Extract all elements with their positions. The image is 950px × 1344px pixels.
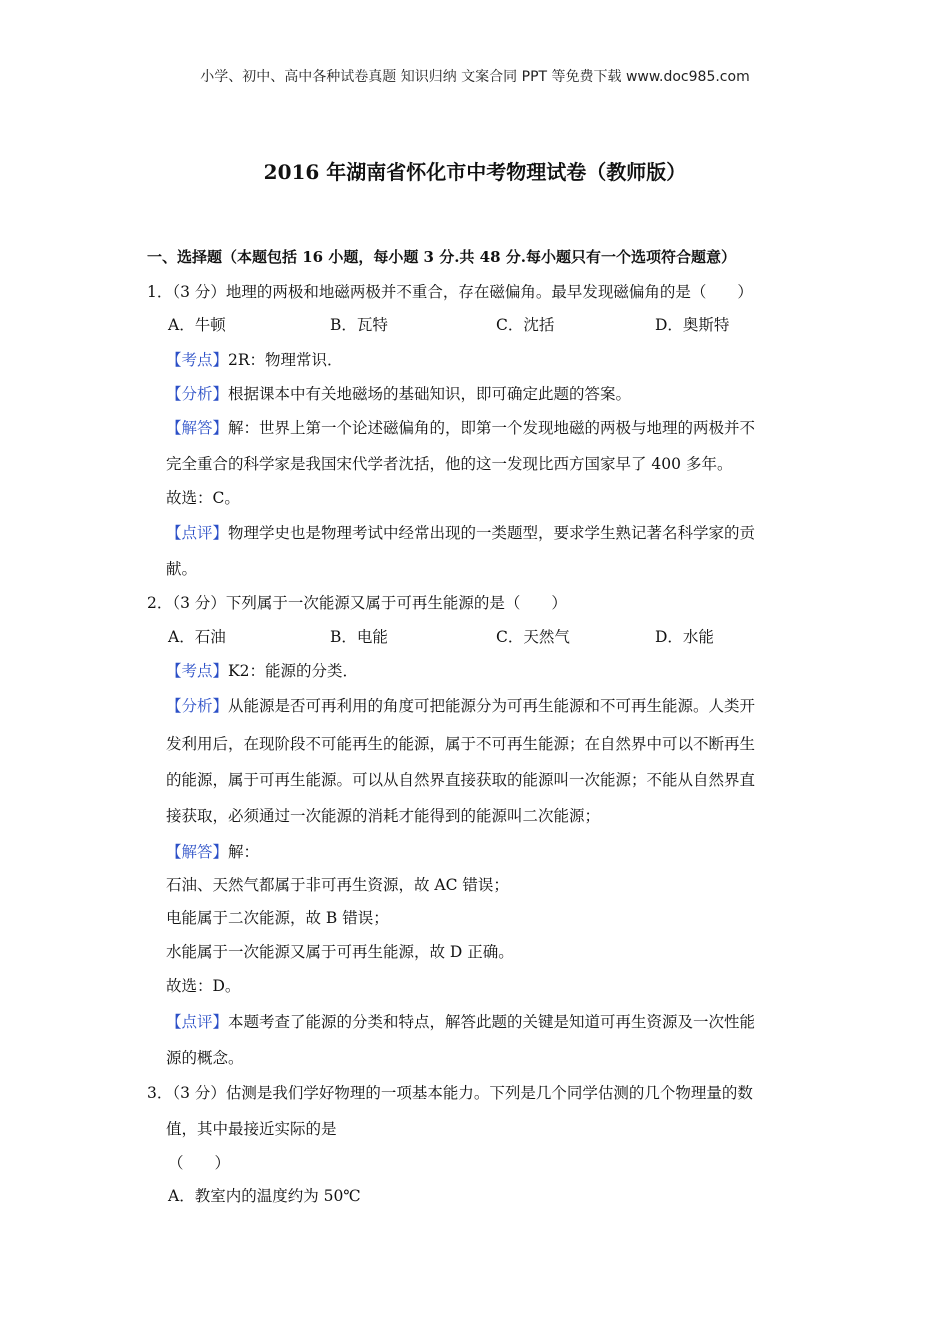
q2-jieda-text: 解：: [228, 843, 260, 861]
q1-dianping-text-1: 物理学史也是物理考试中经常出现的一类题型，要求学生熟记著名科学家的贡: [228, 524, 756, 542]
kaodian-tag: 【考点】: [166, 351, 229, 369]
q1-jieda-text-2: 完全重合的科学家是我国宋代学者沈括，他的这一发现比西方国家早了 400 多年。: [166, 455, 733, 473]
q2-dianping-text-1: 本题考查了能源的分类和特点，解答此题的关键是知道可再生资源及一次性能: [228, 1013, 756, 1031]
q2-solution-line-2: 电能属于二次能源，故 B 错误；: [166, 909, 389, 927]
q3-option-a: A．教室内的温度约为 50℃: [168, 1187, 361, 1205]
q1-answer: 故选：C。: [166, 489, 240, 507]
q2-fenxi: [166, 696, 755, 716]
q1-kaodian-text: 2R：物理常识．: [228, 351, 343, 369]
q2-answer: 故选：D。: [166, 977, 241, 995]
q1-jieda-text-1: 解：世界上第一个论述磁偏角的，即第一个发现地磁的两极与地理的两极并不: [228, 419, 756, 437]
q1-fenxi: [166, 384, 631, 404]
q2-fenxi-text-1: 从能源是否可再利用的角度可把能源分为可再生能源和不可再生能源。人类开: [228, 697, 756, 715]
fenxi-tag: 【分析】: [166, 385, 229, 403]
q1-option-c: C．沈括: [496, 316, 555, 334]
q2-dianping-text-2: 源的概念。: [166, 1049, 244, 1067]
q2-kaodian: [166, 661, 358, 681]
q2-solution-line-3: 水能属于一次能源又属于可再生能源，故 D 正确。: [166, 943, 514, 961]
q2-option-d: D．水能: [655, 628, 714, 646]
site-header: 小学、初中、高中各种试卷真题 知识归纳 文案合同 PPT 等免费下载 www.doc985.com: [200, 69, 750, 85]
q2-dianping: [166, 1012, 755, 1032]
q2-kaodian-text: K2：能源的分类．: [228, 662, 358, 680]
q3-answer-bracket: （ ）: [168, 1154, 231, 1172]
q2-option-c: C．天然气: [496, 628, 570, 646]
kaodian-tag: 【考点】: [166, 662, 229, 680]
document-title: 2016 年湖南省怀化市中考物理试卷（教师版）: [263, 160, 687, 184]
q1-jieda: [166, 418, 755, 438]
q1-option-b: B．瓦特: [330, 316, 388, 334]
jieda-tag: 【解答】: [166, 843, 229, 861]
question-3-stem-2: 值，其中最接近实际的是: [166, 1120, 337, 1138]
q2-fenxi-text-4: 接获取，必须通过一次能源的消耗才能得到的能源叫二次能源；: [166, 807, 601, 825]
q1-fenxi-text: 根据课本中有关地磁场的基础知识，即可确定此题的答案。: [228, 385, 632, 403]
q1-dianping-text-2: 献。: [166, 560, 198, 578]
dianping-tag: 【点评】: [166, 1013, 229, 1031]
q1-dianping: [166, 523, 755, 543]
section-heading: 一、选择题（本题包括 16 小题，每小题 3 分.共 48 分.每小题只有一个选项符合题意）: [147, 248, 736, 266]
q2-fenxi-text-2: 发利用后，在现阶段不可能再生的能源，属于不可再生能源；在自然界中可以不断再生: [166, 735, 756, 753]
q2-jieda: [166, 842, 259, 862]
question-3-stem-1: 3．（3 分）估测是我们学好物理的一项基本能力。下列是几个同学估测的几个物理量的数: [147, 1084, 753, 1102]
question-1-stem: 1．（3 分）地理的两极和地磁两极并不重合，存在磁偏角。最早发现磁偏角的是（ ）: [147, 283, 753, 301]
q2-option-b: B．电能: [330, 628, 388, 646]
q2-fenxi-text-3: 的能源，属于可再生能源。可以从自然界直接获取的能源叫一次能源；不能从自然界直: [166, 771, 756, 789]
q2-option-a: A．石油: [168, 628, 226, 646]
jieda-tag: 【解答】: [166, 419, 229, 437]
dianping-tag: 【点评】: [166, 524, 229, 542]
q1-kaodian: [166, 350, 343, 370]
q2-solution-line-1: 石油、天然气都属于非可再生资源，故 AC 错误；: [166, 876, 509, 894]
fenxi-tag: 【分析】: [166, 697, 229, 715]
q1-option-d: D．奥斯特: [655, 316, 730, 334]
question-2-stem: 2．（3 分）下列属于一次能源又属于可再生能源的是（ ）: [147, 594, 567, 612]
q1-option-a: A．牛顿: [168, 316, 226, 334]
